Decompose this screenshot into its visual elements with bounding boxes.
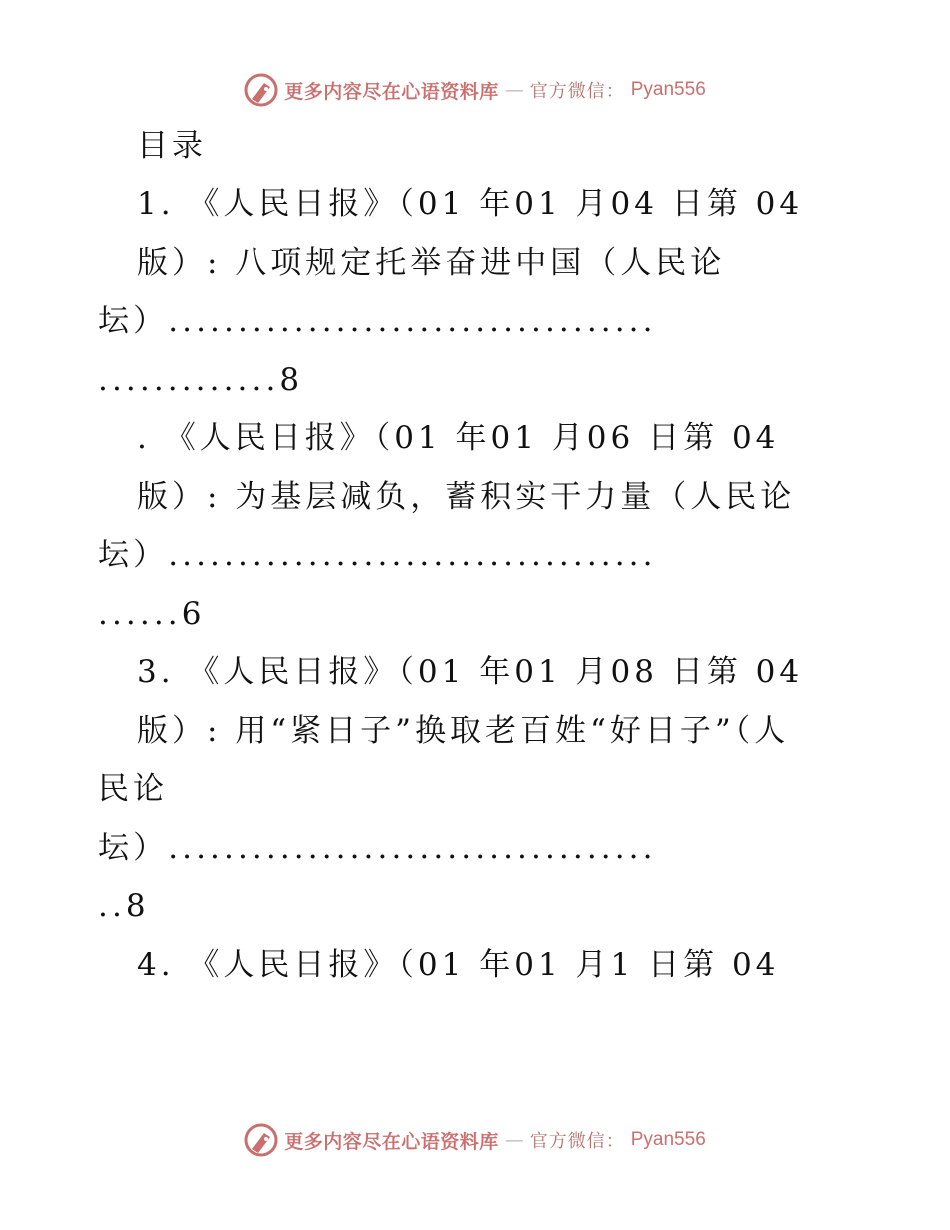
toc-entry-1-line-1: 1. 《人民日报》（01 年01 月04 日第 04 (137, 186, 804, 222)
toc-entry-1-page: .............8 (98, 362, 304, 398)
toc-title: 目录 (137, 128, 207, 164)
banner-separator: — (504, 1129, 524, 1151)
banner-main-text: 更多内容尽在心语资料库 (284, 80, 499, 103)
pen-logo-icon (244, 73, 278, 107)
toc-entry-3-leader: 坛）................................... (98, 830, 657, 866)
toc-entry-1-leader: 坛）................................... (98, 303, 657, 339)
banner-separator: — (504, 79, 524, 101)
banner-wechat-id: Pyan556 (630, 1129, 706, 1150)
toc-entry-3-line-2: 版）: 用“紧日子”换取老百姓“好日子”（人 (137, 713, 790, 749)
banner-wechat-id: Pyan556 (630, 79, 706, 100)
banner-wechat-label: 官方微信： (529, 1131, 625, 1152)
footer-banner (0, 1120, 950, 1160)
toc-entry-3-page: ..8 (98, 888, 150, 924)
banner-wechat-label: 官方微信： (529, 81, 625, 102)
toc-entry-3-line-1: 3. 《人民日报》（01 年01 月08 日第 04 (137, 654, 804, 690)
toc-entry-1-line-2: 版）: 八项规定托举奋进中国（人民论 (137, 245, 726, 281)
toc-entry-2-line-2: 版）: 为基层减负，蓄积实干力量（人民论 (137, 479, 796, 515)
header-banner (0, 70, 950, 110)
toc-entry-2-line-1: . 《人民日报》（01 年01 月06 日第 04 (137, 420, 780, 456)
pen-logo-icon (244, 1123, 278, 1157)
banner-main-text: 更多内容尽在心语资料库 (284, 1130, 499, 1153)
toc-entry-3-line-3: 民论 (98, 771, 168, 807)
toc-entry-4-line-1: 4. 《人民日报》（01 年01 月1 日第 04 (137, 947, 780, 983)
toc-entry-2-page: ......6 (98, 596, 206, 632)
toc-entry-2-leader: 坛）................................... (98, 537, 657, 573)
